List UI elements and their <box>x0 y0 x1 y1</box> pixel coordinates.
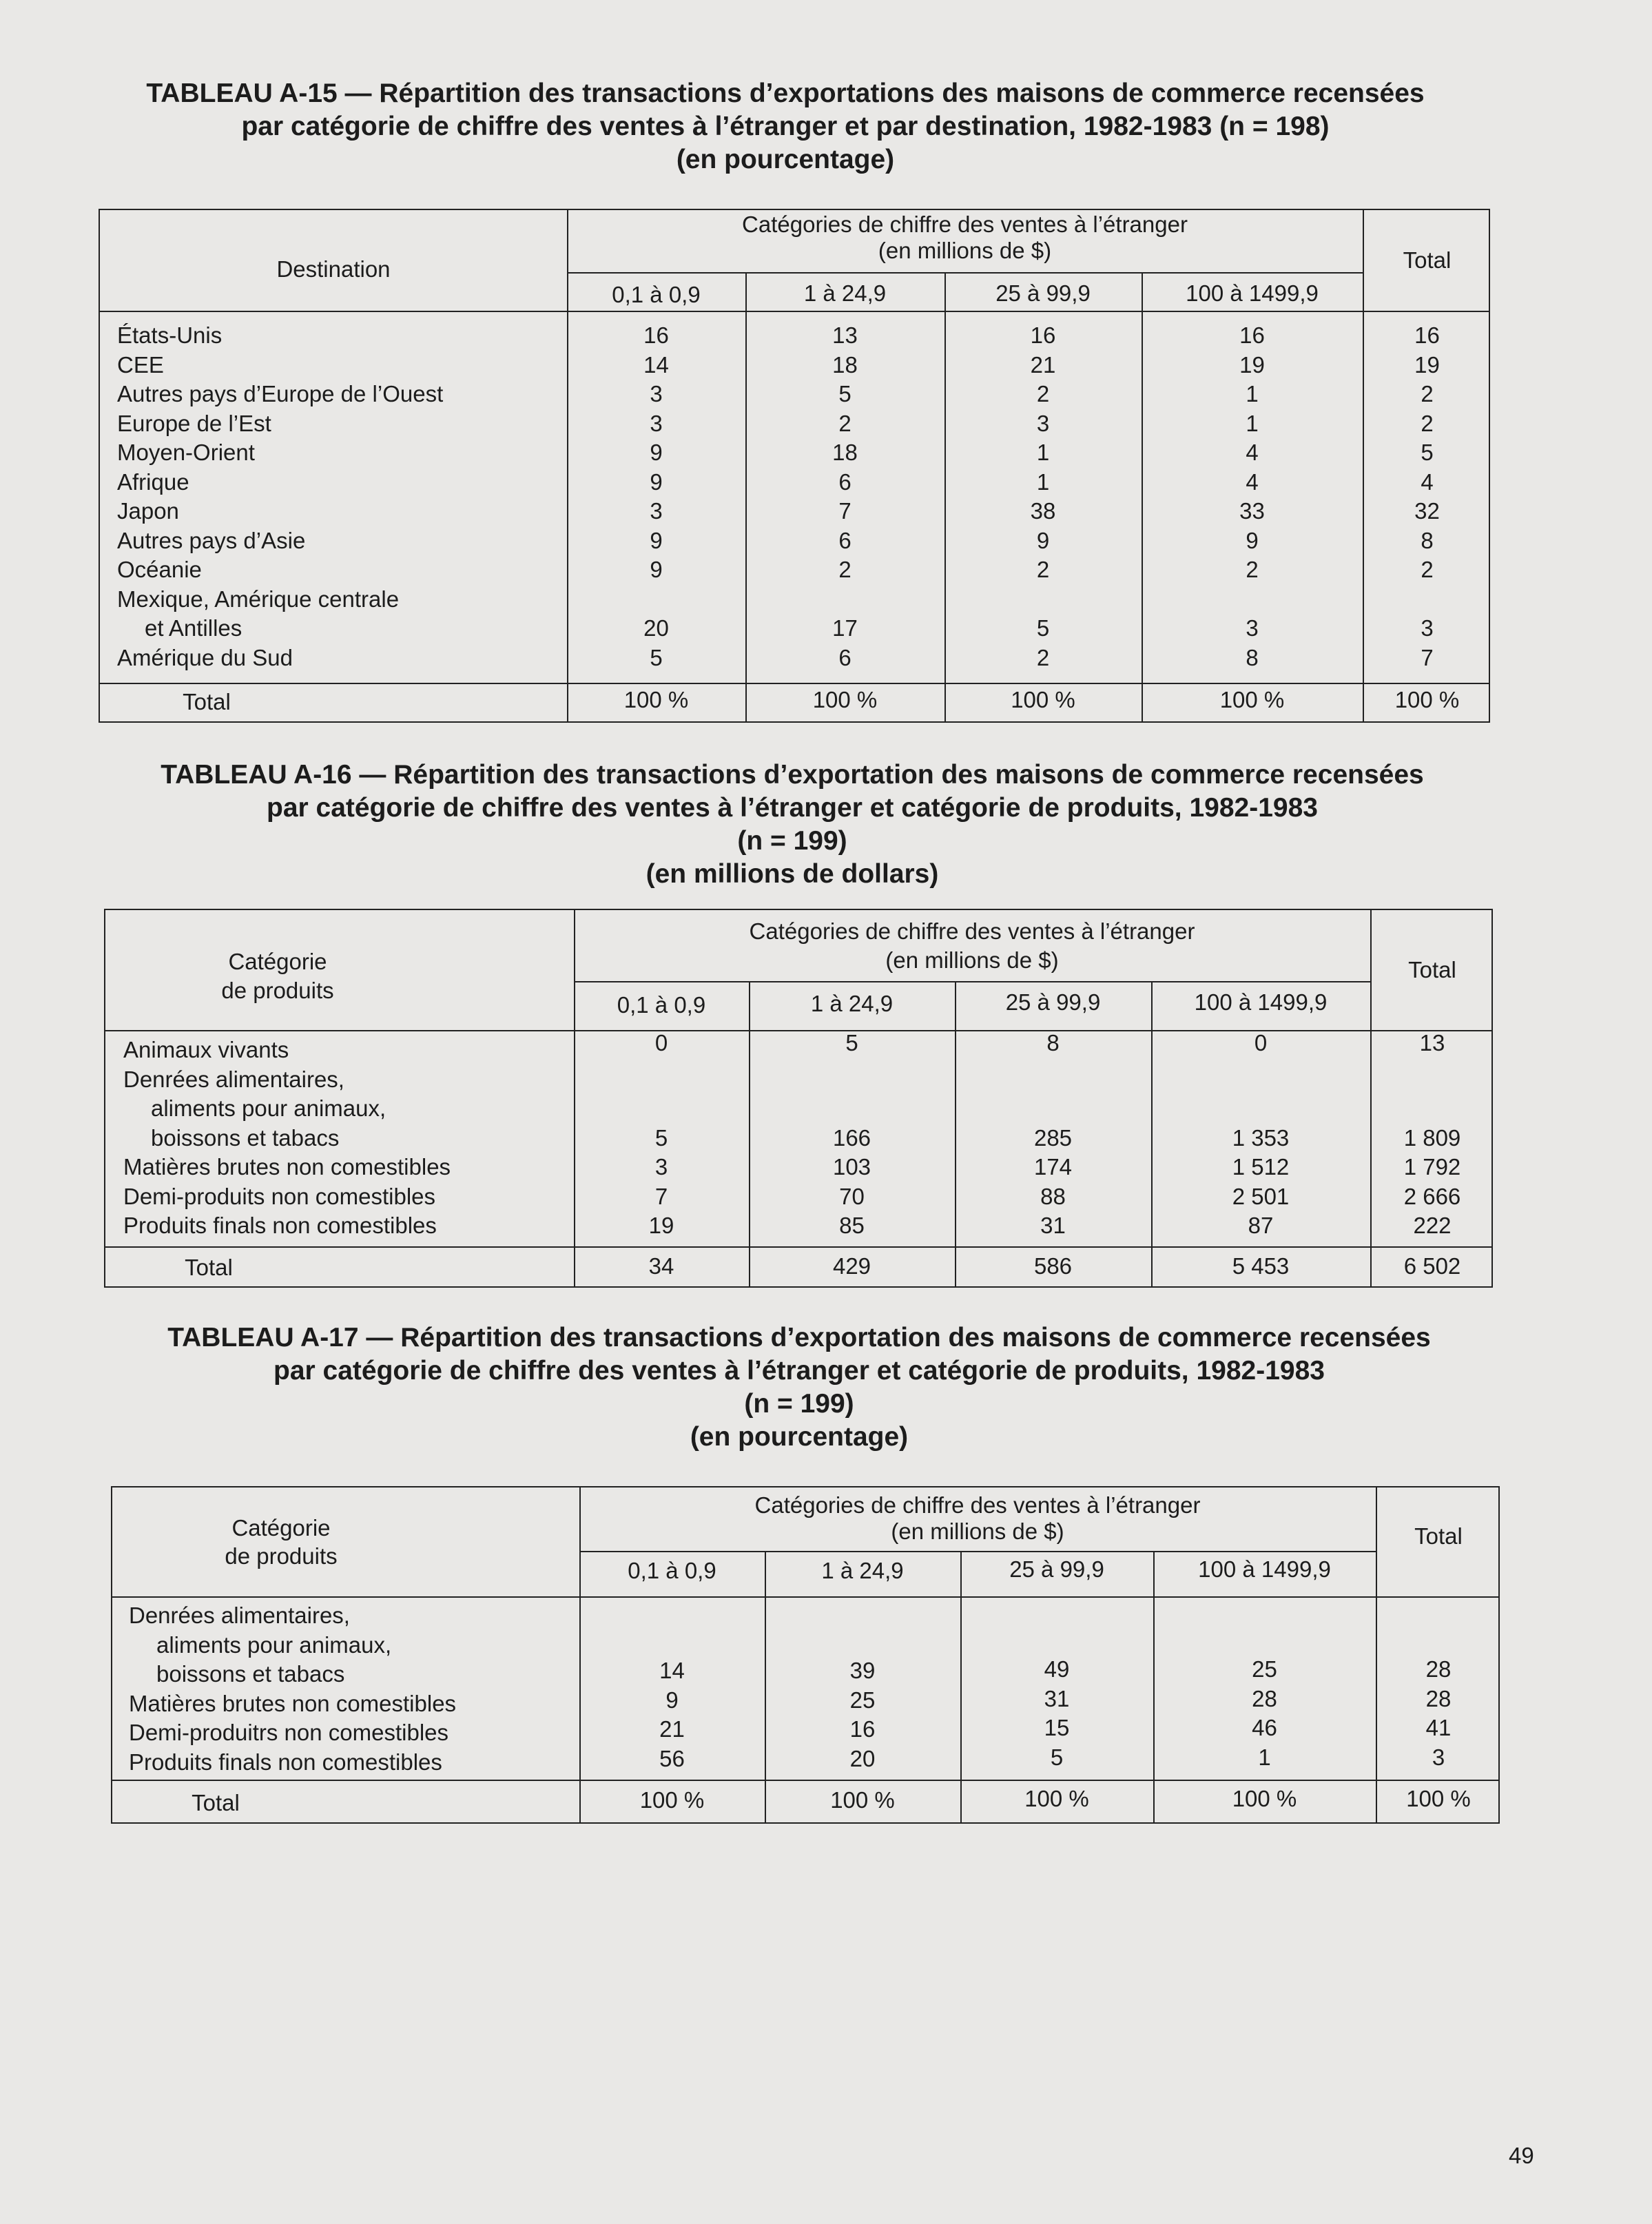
cell: 13 <box>1419 1030 1445 1056</box>
col-values <box>1376 1596 1501 1772</box>
row-label: Denrées alimentaires, <box>123 1066 344 1092</box>
cell: 28 <box>1252 1685 1277 1711</box>
cell <box>960 1596 1153 1626</box>
col-values <box>567 321 745 672</box>
cell: 21 <box>1030 351 1056 378</box>
cell: 7 <box>654 1183 668 1209</box>
cell <box>1370 1058 1494 1088</box>
cell <box>1153 1596 1376 1626</box>
cell: 3 <box>654 1154 668 1180</box>
cell: 1 809 <box>1403 1124 1461 1151</box>
span-header-unit: (en millions de $) <box>891 1518 1064 1544</box>
row-label: Europe de l’Est <box>117 410 271 436</box>
row-label: Matières brutes non comestibles <box>129 1690 457 1716</box>
row-label: Afrique <box>117 469 189 495</box>
cell: 46 <box>1252 1715 1277 1740</box>
total-cell: 6 502 <box>1403 1253 1461 1279</box>
title-line: par catégorie de chiffre des ventes à l’étranger et par destination, 1982-1983 (n = 198) <box>241 112 1330 141</box>
cell: 2 <box>1036 557 1050 582</box>
cell: 16 <box>1414 322 1440 348</box>
cell: 9 <box>650 557 663 582</box>
col-values <box>745 321 944 672</box>
row-label: Produits finals non comestibles <box>129 1749 442 1775</box>
total-header: Total <box>1408 957 1456 982</box>
span-header-unit: (en millions de $) <box>885 947 1059 973</box>
row-label: boissons et tabacs <box>151 1124 340 1151</box>
cell: 4 <box>1421 469 1434 495</box>
cell: 2 <box>838 557 851 582</box>
total-cell: 34 <box>648 1253 674 1279</box>
cell <box>955 1058 1151 1088</box>
col-header: 1 à 24,9 <box>810 991 894 1016</box>
cell: 19 <box>648 1213 674 1238</box>
cell: 8 <box>1421 527 1434 553</box>
stub-header: Catégorie <box>231 1515 331 1541</box>
total-cell: 5 453 <box>1232 1253 1290 1279</box>
col-header: 100 à 1499,9 <box>1198 1556 1331 1582</box>
cell: 2 <box>1421 557 1434 582</box>
col-values <box>1153 1596 1376 1772</box>
total-cell: 100 % <box>1394 687 1460 712</box>
cell: 0 <box>654 1030 668 1056</box>
row-label: Demi-produitrs non comestibles <box>129 1720 449 1745</box>
cell: 6 <box>838 644 851 670</box>
row-labels <box>129 1601 456 1777</box>
col-header: 0,1 à 0,9 <box>612 282 701 307</box>
cell: 2 <box>1421 410 1434 436</box>
title-line: par catégorie de chiffre des ventes à l’étranger et catégorie de produits, 1982-1983 <box>267 793 1318 823</box>
cell <box>1142 585 1363 615</box>
cell: 41 <box>1425 1715 1452 1740</box>
col-values <box>1151 1029 1370 1241</box>
cell <box>765 1627 960 1657</box>
cell: 9 <box>1246 527 1259 553</box>
row-label: Mexique, Amérique centrale <box>117 586 400 612</box>
cell: 103 <box>832 1154 871 1180</box>
cell: 14 <box>643 351 669 378</box>
cell <box>1151 1058 1370 1088</box>
col-header: 0,1 à 0,9 <box>628 1558 716 1583</box>
cell: 49 <box>1044 1656 1070 1682</box>
col-values <box>579 1598 765 1773</box>
total-cell: 100 % <box>639 1787 705 1813</box>
cell: 56 <box>659 1745 685 1771</box>
table-a17 <box>111 1486 1500 1824</box>
cell: 2 <box>1246 557 1259 582</box>
total-header: Total <box>1403 247 1452 273</box>
cell: 16 <box>643 322 669 348</box>
cell: 6 <box>838 469 851 495</box>
cell: 16 <box>1239 322 1265 348</box>
cell: 285 <box>1033 1124 1073 1151</box>
title-line: TABLEAU A-17 — Répartition des transactions d’exportation des maisons de commerce recensées <box>167 1323 1431 1352</box>
total-cell: 100 % <box>830 1787 895 1813</box>
row-label: Japon <box>117 498 179 524</box>
table-a15-title <box>69 77 1502 176</box>
row-label: aliments pour animaux, <box>156 1631 392 1658</box>
cell: 28 <box>1425 1656 1452 1682</box>
cell: 5 <box>1036 615 1050 641</box>
row-label: et Antilles <box>145 615 242 641</box>
cell: 3 <box>1421 615 1434 641</box>
col-header: 1 à 24,9 <box>803 280 887 306</box>
cell: 2 666 <box>1403 1183 1461 1209</box>
cell <box>574 1058 749 1088</box>
table-a16-title <box>76 759 1509 891</box>
col-header: 0,1 à 0,9 <box>617 992 706 1018</box>
cell: 9 <box>650 469 663 495</box>
cell: 2 <box>1036 381 1050 406</box>
stub-header: de produits <box>221 978 334 1003</box>
cell: 1 <box>1246 410 1259 436</box>
cell: 14 <box>659 1658 685 1683</box>
cell: 17 <box>832 615 858 641</box>
col-header: 100 à 1499,9 <box>1186 280 1319 306</box>
cell: 9 <box>665 1687 679 1713</box>
cell: 5 <box>1050 1744 1064 1770</box>
col-header: 100 à 1499,9 <box>1194 989 1328 1015</box>
cell: 9 <box>650 440 663 465</box>
col-header: 25 à 99,9 <box>1009 1556 1104 1582</box>
span-header-unit: (en millions de $) <box>878 238 1052 263</box>
cell: 18 <box>832 440 858 465</box>
cell: 16 <box>1030 322 1056 348</box>
col-header: 25 à 99,9 <box>1005 989 1101 1015</box>
cell <box>574 1087 749 1117</box>
cell: 1 512 <box>1232 1154 1290 1180</box>
page-number: 49 <box>1509 2143 1534 2168</box>
span-header: Catégories de chiffre des ventes à l’étranger <box>749 918 1195 944</box>
cell: 3 <box>650 498 663 524</box>
total-row-label: Total <box>192 1790 240 1815</box>
cell <box>1363 585 1491 615</box>
cell <box>1151 1087 1370 1117</box>
span-header: Catégories de chiffre des ventes à l’étranger <box>742 212 1188 237</box>
total-header: Total <box>1414 1523 1463 1549</box>
cell <box>960 1626 1153 1656</box>
stub-header: Destination <box>276 256 391 282</box>
row-label: CEE <box>117 351 164 378</box>
cell: 5 <box>650 644 663 670</box>
cell: 88 <box>1040 1183 1066 1209</box>
cell: 1 792 <box>1403 1154 1461 1180</box>
cell: 6 <box>838 527 851 553</box>
table-a17-title <box>83 1321 1516 1454</box>
col-values <box>955 1029 1151 1241</box>
total-cell: 100 % <box>623 687 689 712</box>
col-values <box>749 1029 955 1241</box>
cell: 38 <box>1030 498 1056 524</box>
table-a15 <box>99 209 1490 723</box>
cell: 5 <box>845 1030 858 1056</box>
cell: 25 <box>1252 1656 1277 1682</box>
cell: 2 <box>838 410 851 436</box>
table-a16 <box>104 909 1493 1288</box>
row-label: États-Unis <box>117 322 223 348</box>
cell: 7 <box>838 498 851 524</box>
cell: 87 <box>1248 1213 1274 1238</box>
cell: 5 <box>654 1124 668 1151</box>
cell: 4 <box>1246 440 1259 465</box>
stub-header: de produits <box>225 1543 338 1569</box>
cell <box>1376 1626 1501 1656</box>
col-header: 1 à 24,9 <box>821 1558 904 1583</box>
cell: 2 <box>1421 381 1434 406</box>
row-label: Amérique du Sud <box>117 644 293 670</box>
cell: 5 <box>1421 440 1434 465</box>
title-line: (en pourcentage) <box>676 145 895 174</box>
col-values <box>944 321 1142 672</box>
cell: 3 <box>1036 410 1050 436</box>
cell: 1 <box>1258 1744 1271 1770</box>
cell <box>1370 1087 1494 1117</box>
cell: 28 <box>1425 1685 1452 1711</box>
row-label: Océanie <box>117 557 202 582</box>
cell: 166 <box>832 1124 871 1151</box>
cell: 20 <box>643 615 669 641</box>
cell <box>579 1598 765 1627</box>
title-line: (en millions de dollars) <box>646 859 939 889</box>
cell <box>944 585 1142 615</box>
cell: 70 <box>839 1183 865 1209</box>
row-label: Demi-produits non comestibles <box>123 1183 436 1209</box>
cell: 25 <box>849 1687 876 1713</box>
cell: 21 <box>659 1716 685 1742</box>
total-cell: 429 <box>832 1253 871 1279</box>
cell: 2 501 <box>1232 1183 1290 1209</box>
col-values <box>1370 1029 1494 1241</box>
cell: 31 <box>1040 1213 1066 1238</box>
stub-header: Catégorie <box>228 949 327 974</box>
cell: 39 <box>849 1658 876 1683</box>
total-cell: 586 <box>1033 1253 1073 1279</box>
total-cell: 100 % <box>1024 1786 1089 1811</box>
total-row-label: Total <box>185 1255 233 1280</box>
col-header: 25 à 99,9 <box>995 280 1091 306</box>
row-label: Moyen-Orient <box>117 440 255 465</box>
cell: 1 <box>1036 469 1050 495</box>
cell: 3 <box>650 381 663 406</box>
cell: 31 <box>1044 1685 1070 1711</box>
cell: 8 <box>1246 644 1259 670</box>
cell: 19 <box>1239 351 1265 378</box>
col-values <box>1363 321 1491 672</box>
cell: 19 <box>1414 351 1440 378</box>
cell: 7 <box>1421 644 1434 670</box>
total-cell: 100 % <box>1011 687 1075 712</box>
cell: 8 <box>1046 1030 1060 1056</box>
cell: 2 <box>1036 644 1050 670</box>
row-label: Produits finals non comestibles <box>123 1213 437 1238</box>
row-label: Autres pays d’Europe de l’Ouest <box>117 381 444 406</box>
cell: 33 <box>1239 498 1265 524</box>
cell: 3 <box>650 410 663 436</box>
cell <box>567 585 745 615</box>
col-values <box>574 1029 749 1241</box>
cell: 4 <box>1246 469 1259 495</box>
cell: 0 <box>1254 1030 1268 1056</box>
cell <box>1153 1626 1376 1656</box>
cell: 9 <box>1036 527 1050 553</box>
cell: 3 <box>1432 1744 1445 1770</box>
span-header: Catégories de chiffre des ventes à l’étranger <box>754 1492 1201 1518</box>
cell: 32 <box>1414 498 1440 524</box>
row-label: Autres pays d’Asie <box>117 527 306 553</box>
cell: 5 <box>838 381 851 406</box>
cell: 85 <box>839 1213 865 1238</box>
cell: 18 <box>832 351 858 378</box>
cell <box>579 1627 765 1657</box>
title-line: par catégorie de chiffre des ventes à l’étranger et catégorie de produits, 1982-1983 <box>273 1356 1325 1386</box>
total-cell: 100 % <box>1406 1786 1471 1811</box>
total-cell: 100 % <box>1219 687 1285 712</box>
row-labels <box>123 1036 451 1241</box>
col-values <box>1142 321 1363 672</box>
col-values <box>765 1598 960 1773</box>
row-labels <box>117 321 443 672</box>
cell: 1 <box>1246 381 1259 406</box>
title-line: (en pourcentage) <box>690 1422 909 1452</box>
cell: 13 <box>832 322 858 348</box>
title-line: TABLEAU A-15 — Répartition des transactions d’exportations des maisons de commerce recensées <box>146 79 1425 108</box>
total-cell: 100 % <box>1232 1786 1297 1811</box>
row-label: Denrées alimentaires, <box>129 1603 350 1628</box>
cell: 174 <box>1033 1154 1073 1180</box>
row-label: boissons et tabacs <box>156 1661 345 1687</box>
cell: 20 <box>849 1745 876 1771</box>
title-line: (n = 199) <box>737 826 847 856</box>
total-cell: 100 % <box>812 687 878 712</box>
cell <box>749 1087 955 1117</box>
cell: 9 <box>650 527 663 553</box>
cell <box>955 1087 1151 1117</box>
row-label: Animaux vivants <box>123 1037 289 1062</box>
col-values <box>960 1596 1153 1772</box>
cell <box>765 1598 960 1627</box>
title-line: (n = 199) <box>744 1389 854 1419</box>
cell <box>745 585 944 615</box>
row-label: aliments pour animaux, <box>151 1095 386 1121</box>
cell: 15 <box>1044 1715 1070 1740</box>
cell: 222 <box>1413 1213 1452 1238</box>
cell: 1 353 <box>1232 1124 1290 1151</box>
total-row-label: Total <box>183 689 231 714</box>
title-line: TABLEAU A-16 — Répartition des transactions d’exportation des maisons de commerce recensées <box>161 760 1424 790</box>
cell: 16 <box>849 1716 876 1742</box>
cell: 3 <box>1246 615 1259 641</box>
row-label: Matières brutes non comestibles <box>123 1154 451 1180</box>
cell: 1 <box>1036 440 1050 465</box>
cell <box>1376 1596 1501 1626</box>
cell <box>749 1058 955 1088</box>
